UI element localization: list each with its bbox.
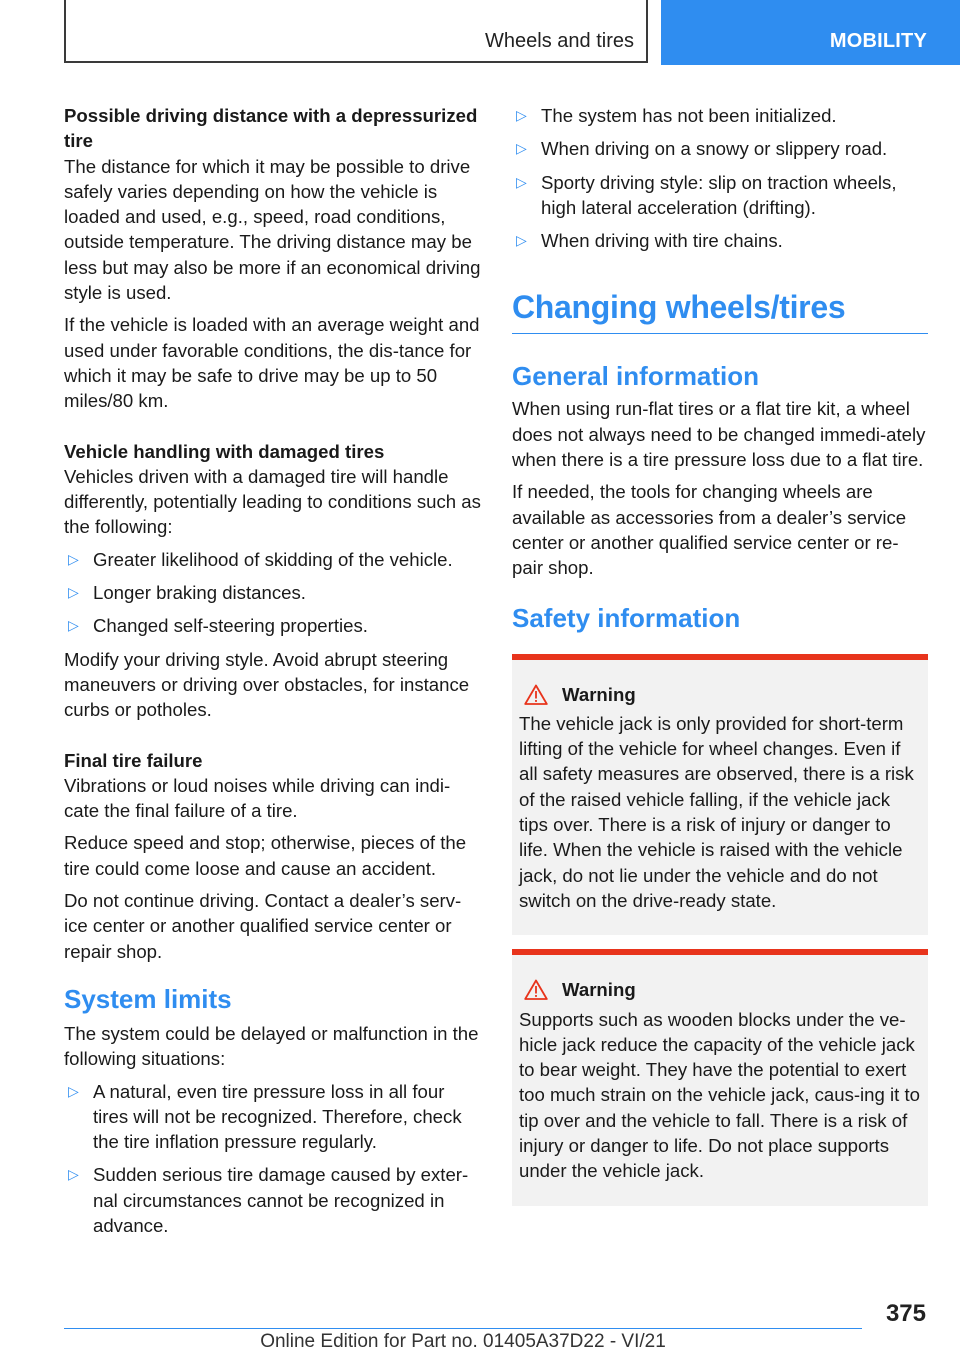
footer-rule — [64, 1328, 862, 1329]
header-chapter-tab — [661, 0, 960, 65]
triangle-bullet-icon: ▷ — [68, 1166, 79, 1183]
triangle-bullet-icon: ▷ — [68, 617, 79, 634]
list-item: ▷ Sudden serious tire damage caused by exter-nal circumstances cannot be recognized in advance. — [68, 1164, 469, 1236]
paragraph: If needed, the tools for changing wheels are available as accessories from a dealer’s service center or another qualified service center or re-pair shop. — [512, 481, 907, 579]
warning-title: Warning — [562, 683, 636, 705]
header-section-title: Wheels and tires — [485, 30, 634, 52]
footer-edition: Online Edition for Part no. 01405A37D22 - VI/21 — [260, 1331, 666, 1352]
paragraph: The system could be delayed or malfunction in the following situations: — [64, 1022, 479, 1070]
list-item: ▷ Greater likelihood of skidding of the vehicle. — [64, 547, 482, 572]
paragraph: The distance for which it may be possible to drive safely varies depending on how the vehicle is loaded and used, e.g., speed, road conditions, outside temperature. The driving distance may be less but may also be more if an economical driving style is used. — [64, 155, 481, 304]
warning-box — [512, 654, 928, 936]
subheading-vehicle-handling: Vehicle handling with damaged tires — [64, 440, 385, 462]
subheading-final-tire-failure: Final tire failure — [64, 749, 203, 771]
list-item: ▷ Longer braking distances. — [64, 580, 482, 605]
subheading-driving-distance: Possible driving distance with a depressurized tire — [64, 105, 478, 152]
warning-text: Supports such as wooden blocks under the ve-hicle jack reduce the capacity of the vehicle jack to bear weight. They have the potential to exert too much strain on the vehicle jack, caus-ing it to tip over and the vehicle to fall. There is a risk of injury or danger to life. Do not place supports under the vehicle jack. — [519, 1008, 921, 1182]
heading-changing-wheels: Changing wheels/tires — [512, 289, 846, 326]
heading-rule — [512, 333, 928, 334]
triangle-bullet-icon: ▷ — [68, 1082, 79, 1099]
warning-triangle-icon — [524, 979, 548, 1000]
right-column — [512, 103, 928, 1220]
triangle-bullet-icon: ▷ — [68, 584, 79, 601]
paragraph: If the vehicle is loaded with an average weight and used under favorable conditions, the dis-tance for which it may be safe to drive may be up to 50 miles/80 km. — [64, 314, 480, 412]
list-item: ▷ A natural, even tire pressure loss in all four tires will not be recognized. Therefore, check the tire inflation pressure regularly. — [68, 1080, 462, 1153]
list-item: ▷ Changed self-steering properties. — [64, 613, 482, 638]
warning-box — [512, 949, 928, 1205]
header-section-tab — [64, 0, 648, 63]
handling-list — [64, 547, 482, 639]
left-column — [64, 103, 482, 1246]
triangle-bullet-icon: ▷ — [516, 107, 527, 123]
triangle-bullet-icon: ▷ — [516, 232, 527, 249]
list-item: ▷ The system has not been initialized. — [512, 103, 928, 128]
paragraph: Modify your driving style. Avoid abrupt steering maneuvers or driving over obstacles, for instance curbs or potholes. — [64, 648, 470, 721]
paragraph: Do not continue driving. Contact a dealer’s serv-ice center or another qualified service center or repair shop. — [64, 890, 462, 962]
paragraph: Vibrations or loud noises while driving can indi-cate the final failure of a tire. — [64, 774, 451, 822]
triangle-bullet-icon: ▷ — [516, 173, 527, 190]
heading-safety-information: Safety information — [512, 602, 741, 633]
page-number: 375 — [885, 1300, 926, 1327]
triangle-bullet-icon: ▷ — [68, 550, 79, 567]
heading-system-limits: System limits — [64, 983, 232, 1014]
warning-text: The vehicle jack is only provided for short-term lifting of the vehicle for wheel changes. Even if all safety measures are observed, there is a risk of the raised vehicle falling, if the vehicle jack tips over. There is a risk of injury or danger to life. When the vehicle is raised with the vehicle jack, do not lie under the vehicle and do not switch on the drive-ready state. — [519, 712, 914, 911]
paragraph: When using run-flat tires or a flat tire kit, a wheel does not always need to be changed immedi-ately when there is a tire pressure loss due to a flat tire. — [512, 398, 926, 471]
limits-list-continued — [512, 103, 928, 253]
paragraph: Reduce speed and stop; otherwise, pieces of the tire could come loose and cause an accident. — [64, 832, 467, 879]
list-item: ▷ Sporty driving style: slip on traction wheels, high lateral acceleration (drifting). — [516, 171, 897, 218]
paragraph: Vehicles driven with a damaged tire will handle differently, potentially leading to conditions such as the following: — [64, 465, 481, 538]
heading-general-information: General information — [512, 361, 760, 392]
warning-title: Warning — [562, 979, 636, 1001]
list-item: ▷ When driving on a snowy or slippery road. — [512, 136, 928, 161]
triangle-bullet-icon: ▷ — [516, 140, 527, 157]
header-chapter-title: MOBILITY — [829, 30, 927, 52]
limits-list — [64, 1079, 482, 1239]
list-item: ▷ When driving with tire chains. — [512, 228, 928, 253]
warning-triangle-icon — [524, 684, 548, 705]
